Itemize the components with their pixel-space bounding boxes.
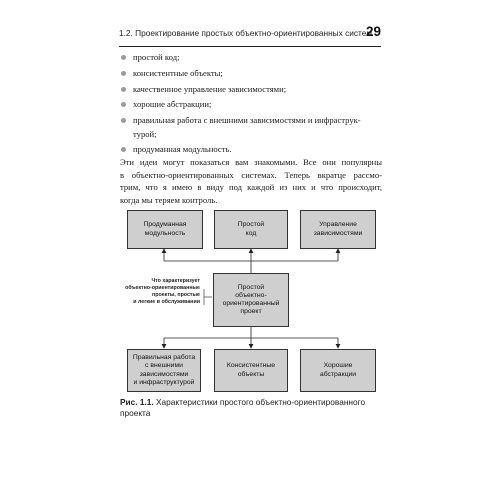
- caption-text: Характеристики простого объектно-ориентированного: [156, 397, 366, 407]
- figure-diagram: [120, 205, 382, 395]
- diagram-annotation: Что характеризует объектно-ориентированные проекты, простые и легкие в обслуживании: [125, 278, 200, 305]
- box-simple-code: Простой код: [214, 210, 288, 249]
- bullet-icon: [121, 71, 126, 76]
- box-good-abstractions: Хорошие абстракции: [300, 349, 376, 392]
- figure-caption: [120, 397, 382, 418]
- list-item: продуманная модульность.: [120, 143, 382, 156]
- list-item: качественное управление зависимостями;: [120, 83, 382, 96]
- section-title: 1.2. Проектирование простых объектно-ориентированных систем: [119, 28, 373, 38]
- page-number: 29: [365, 24, 381, 39]
- running-header: [119, 24, 381, 47]
- box-consistent-objects: Консистентные объекты: [214, 349, 288, 392]
- bullet-icon: [121, 87, 126, 92]
- caption-label: Рис. 1.1.: [120, 397, 154, 407]
- list-item: правильная работа с внешними зависимостями и инфраструк- турой;: [120, 114, 382, 141]
- box-modularity: Продуманная модульность: [127, 210, 203, 249]
- bullet-icon: [121, 55, 126, 60]
- box-simple-oo-design: Простой объектно- ориентированный проект: [213, 273, 289, 327]
- list-item: хорошие абстракции;: [120, 98, 382, 111]
- bullet-icon: [121, 118, 126, 123]
- list-item: консистентные объекты;: [120, 67, 382, 80]
- bullet-list: [120, 51, 382, 159]
- list-item: простой код;: [120, 51, 382, 64]
- body-paragraph: Эти идеи могут показаться вам знакомыми. Все они популярны в объектно-ориентированных системах. Теперь вкратце рассмо- трим, что я имею в виду под каждой из них и что происходит, когда мы теряем контроль.: [120, 157, 382, 205]
- bullet-icon: [121, 102, 126, 107]
- box-external-dependencies: Правильная работа с внешними зависимостями и инфраструктурой: [127, 349, 201, 392]
- caption-text: проекта: [120, 407, 151, 418]
- box-dependency-management: Управление зависимостями: [300, 210, 376, 249]
- bullet-icon: [121, 147, 126, 152]
